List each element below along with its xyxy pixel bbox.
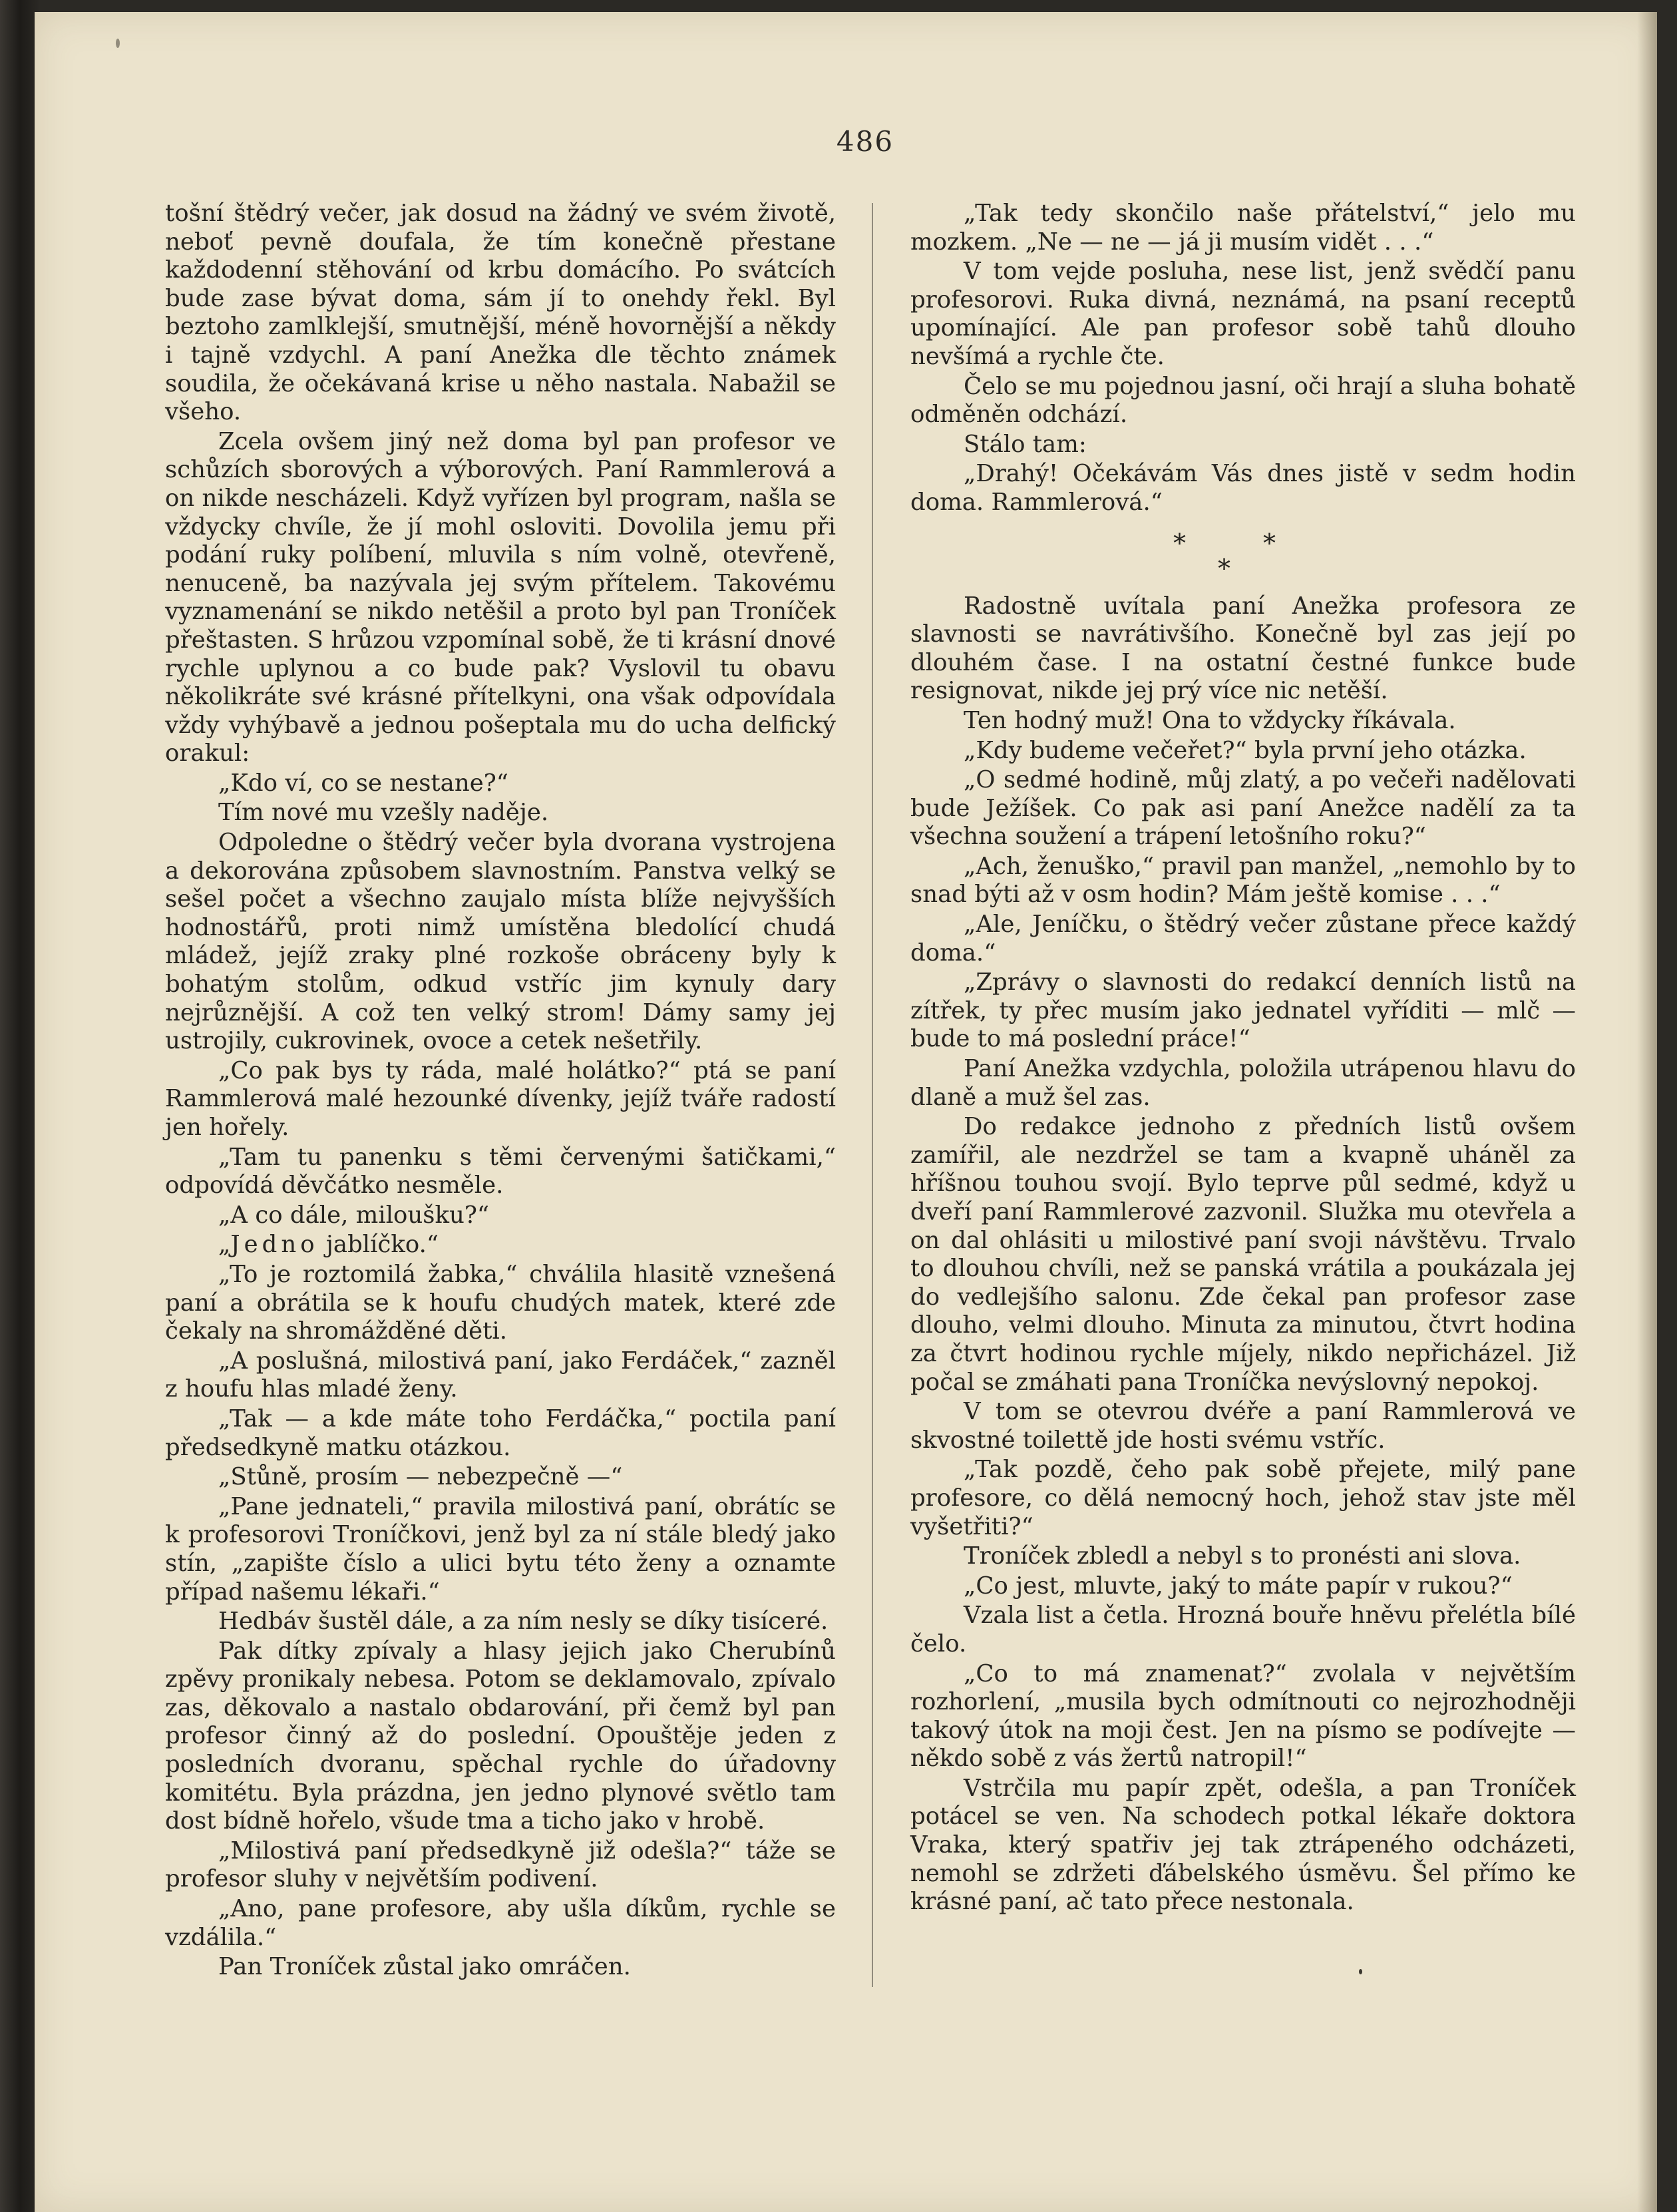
paragraph: „Drahý! Očekávám Vás dnes jistě v sedm hodin doma. Rammlerová.“ — [910, 460, 1576, 516]
paragraph: „O sedmé hodině, můj zlatý, a po večeři nadělovati bude Ježíšek. Co pak asi paní Anežce nadělí za ta všechna soužení a trápení letošního roku?“ — [910, 766, 1576, 851]
paragraph: „Co to má znamenat?“ zvolala v největším rozhorlení, „musila bych odmítnouti co nejrozhodněji takový útok na moji čest. Jen na písmo se podívejte — někdo sobě z vás žertů natropil!“ — [910, 1659, 1576, 1773]
page-edge-shadow — [1637, 12, 1657, 2212]
paragraph: „Milostivá paní předsedkyně již odešla?“ táže se profesor sluhy v největším podivení. — [165, 1837, 836, 1893]
paragraph: „Kdo ví, co se nestane?“ — [218, 769, 508, 797]
paragraph: Do redakce jednoho z předních listů ovšem zamířil, ale nezdržel se tam a kvapně uháněl za hříšnou touhou svojí. Bylo teprve půl sedmé, když u dveří paní Rammlerové zazvonil. Služka mu otevřela a on dal ohlásiti u milostivé paní svoji návštěvu. Trvalo to dlouhou chvíli, než se panská vrátila a poukázala jej do vedlejšího salonu. Zde čekal pan profesor zase dlouho, velmi dlouho. Minuta za minutou, čtvrt hodina za čtvrt hodinou rychle míjely, nikdo nepřicházel. Již počal se zmáhati pana Troníčka nevýslovný nepokoj. — [910, 1113, 1576, 1396]
paragraph: Pak dítky zpívaly a hlasy jejich jako Cherubínů zpěvy pronikaly nebesa. Potom se deklamovalo, zpívalo zas, děkovalo a nastalo obdarování, při čemž byl pan profesor činný až do poslední. Opouštěje jeden z posledních dvoranu, spěchal rychle do úřadovny komitétu. Byla prázdna, jen jedno plynové světlo tam dost bídně hořelo, všude tma a ticho jako v hrobě. — [165, 1637, 836, 1835]
paragraph: „Tam tu panenku s těmi červenými šatičkami,“ odpovídá děvčátko nesměle. — [165, 1143, 836, 1200]
paragraph: „Tak pozdě, čeho pak sobě přejete, milý pane profesore, co dělá nemocný hoch, jehož stav jste měl vyšetřiti?“ — [910, 1456, 1576, 1540]
paragraph: „Ano, pane profesore, aby ušla díkům, rychle se vzdálila.“ — [165, 1895, 836, 1951]
paragraph: V tom vejde posluha, nese list, jenž svědčí panu profesorovi. Ruka divná, neznámá, na psaní receptů upomínající. Ale pan profesor sobě tahů dlouho nevšímá a rychle čte. — [910, 258, 1576, 370]
paragraph: Paní Anežka vzdychla, položila utrápenou hlavu do dlaně a muž šel zas. — [910, 1055, 1576, 1111]
paragraph: „Tak tedy skončilo naše přátelství,“ jelo mu mozkem. „Ne — ne — já ji musím vidět . . .“ — [910, 200, 1576, 256]
paragraph: „Stůně, prosím — nebezpečně —“ — [218, 1463, 623, 1491]
paragraph: Stálo tam: — [964, 430, 1087, 458]
spaced-word: Jedno — [230, 1231, 319, 1259]
paragraph: Čelo se mu pojednou jasní, oči hrají a sluha bohatě odměněn odchází. — [910, 372, 1576, 429]
left-column — [165, 200, 836, 1983]
paragraph: Pan Troníček zůstal jako omráčen. — [218, 1953, 631, 1981]
paragraph: Radostně uvítala paní Anežka profesora ze slavnosti se navrátivšího. Konečně byl zas její po dlouhém čase. I na ostatní čestné funkce bude resignovat, nikde jej prý více nic netěší. — [910, 592, 1576, 705]
paragraph: Odpoledne o štědrý večer byla dvorana vystrojena a dekorována způsobem slavnostním. Panstva velký se sešel počet a všechno zaujalo místa blíže nejvyšších hodnostářů, proti nimž umístěna bledolící chudá mládež, jejíž zraky plné rozkoše obráceny byly k bohatým stolům, odkud vstříc jim kynuly dary nejrůznější. A což ten velký strom! Dámy samy jej ustrojily, cukrovinek, ovoce a cetek nešetřily. — [165, 829, 836, 1055]
paragraph: V tom se otevrou dvéře a paní Rammlerová ve skvostné toilettě jde hosti svému vstříc. — [910, 1398, 1576, 1454]
paragraph: „Co jest, mluvte, jaký to máte papír v rukou?“ — [964, 1572, 1513, 1600]
paragraph: „Pane jednateli,“ pravila milostivá paní, obrátíc se k profesorovi Troníčkovi, jenž byl za ní stále bledý jako stín, „zapište číslo a ulici bytu této ženy a oznamte případ našemu lékaři.“ — [165, 1492, 836, 1606]
paragraph: „A co dále, miloušku?“ — [218, 1201, 490, 1229]
paragraph: „A poslušná, milostivá paní, jako Ferdáček,“ zazněl z houfu hlas mladé ženy. — [165, 1347, 836, 1403]
paragraph: Ten hodný muž! Ona to vždycky říkávala. — [964, 706, 1456, 734]
asterisk: * — [1218, 553, 1230, 583]
right-column — [910, 200, 1576, 1918]
paper-speck — [116, 39, 120, 48]
paragraph: Vzala list a četla. Hrozná bouře hněvu přelétla bílé čelo. — [910, 1602, 1576, 1658]
paragraph: „Ach, ženuško,“ pravil pan manžel, „nemohlo by to snad býti až v osm hodin? Mám ještě komise . . .“ — [910, 852, 1576, 909]
quote-open: „ — [218, 1231, 231, 1259]
paragraph: „To je roztomilá žabka,“ chválila hlasitě vznešená paní a obrátila se k houfu chudých matek, které zde čekaly na shromážděné děti. — [165, 1260, 836, 1345]
paragraph: „Kdy budeme večeřet?“ byla první jeho otázka. — [964, 736, 1527, 764]
paragraph: „Ale, Jeníčku, o štědrý večer zůstane přece každý doma.“ — [910, 911, 1576, 967]
section-separator — [910, 521, 1576, 591]
paragraph: „Zprávy o slavnosti do redakcí denních listů na zítřek, ty přec musím jako jednatel vyříditi — mlč — bude to má poslední práce!“ — [910, 969, 1576, 1053]
paragraph: Zcela ovšem jiný než doma byl pan profesor ve schůzích sborových a výborových. Paní Rammlerová a on nikde nescházeli. Když vyřízen byl program, našla se vždycky chvíle, že jí mohl osloviti. Dovolila jemu při podání ruky políbení, mluvila s ním volně, otevřeně, nenuceně, ba nazývala jej svým přítelem. Takovému vyznamenání se nikdo netěšil a proto byl pan Troníček přeštasten. S hrůzou vzpomínal sobě, že ti krásní dnové rychle uplynou a co bude pak? Vyslovil tu obavu několikráte své krásné přítelkyni, ona však odpovídala vždy vyhýbavě a jednou pošeptala mu do ucha delfický orakul: — [165, 427, 836, 768]
paragraph: Vstrčila mu papír zpět, odešla, a pan Troníček potácel se ven. Na schodech potkal lékaře doktora Vraka, který spatřiv jej tak ztrápeného odcházeti, nemohl se zdržeti ďábelského úsměvu. Šel přímo ke krásné paní, ač tato přece nestonala. — [910, 1774, 1576, 1916]
paragraph: Troníček zbledl a nebyl s to pronésti ani slova. — [964, 1542, 1521, 1570]
column-divider — [872, 203, 873, 1987]
asterisk: * — [1263, 528, 1276, 558]
paragraph: Tím nové mu vzešly naděje. — [218, 799, 549, 827]
paragraph: Hedbáv šustěl dále, a za ním nesly se díky tisíceré. — [218, 1608, 829, 1636]
paragraph: „Tak — a kde máte toho Ferdáčka,“ poctila paní předsedkyně matku otázkou. — [165, 1405, 836, 1461]
paragraph-rest: jablíčko.“ — [318, 1231, 439, 1259]
asterisk: * — [1173, 528, 1186, 558]
paper-speck — [1359, 1969, 1362, 1974]
page-number: 486 — [836, 125, 894, 158]
paragraph: „Co pak bys ty ráda, malé holátko?“ ptá se paní Rammlerová malé hezounké dívenky, jejíž tváře radostí jen hořely. — [165, 1056, 836, 1141]
paragraph: tošní štědrý večer, jak dosud na žádný ve svém životě, neboť pevně doufala, že tím konečně přestane každodenní stěhování od krbu domácího. Po svátcích bude zase bývat doma, sám jí to onehdy řekl. Byl beztoho zamlklejší, smutnější, méně hovornější a někdy i tajně vzdychl. A paní Anežka dle těchto známek soudila, že očekávaná krise u něho nastala. Nabažil se všeho. — [165, 200, 836, 426]
paragraph — [165, 1231, 836, 1259]
